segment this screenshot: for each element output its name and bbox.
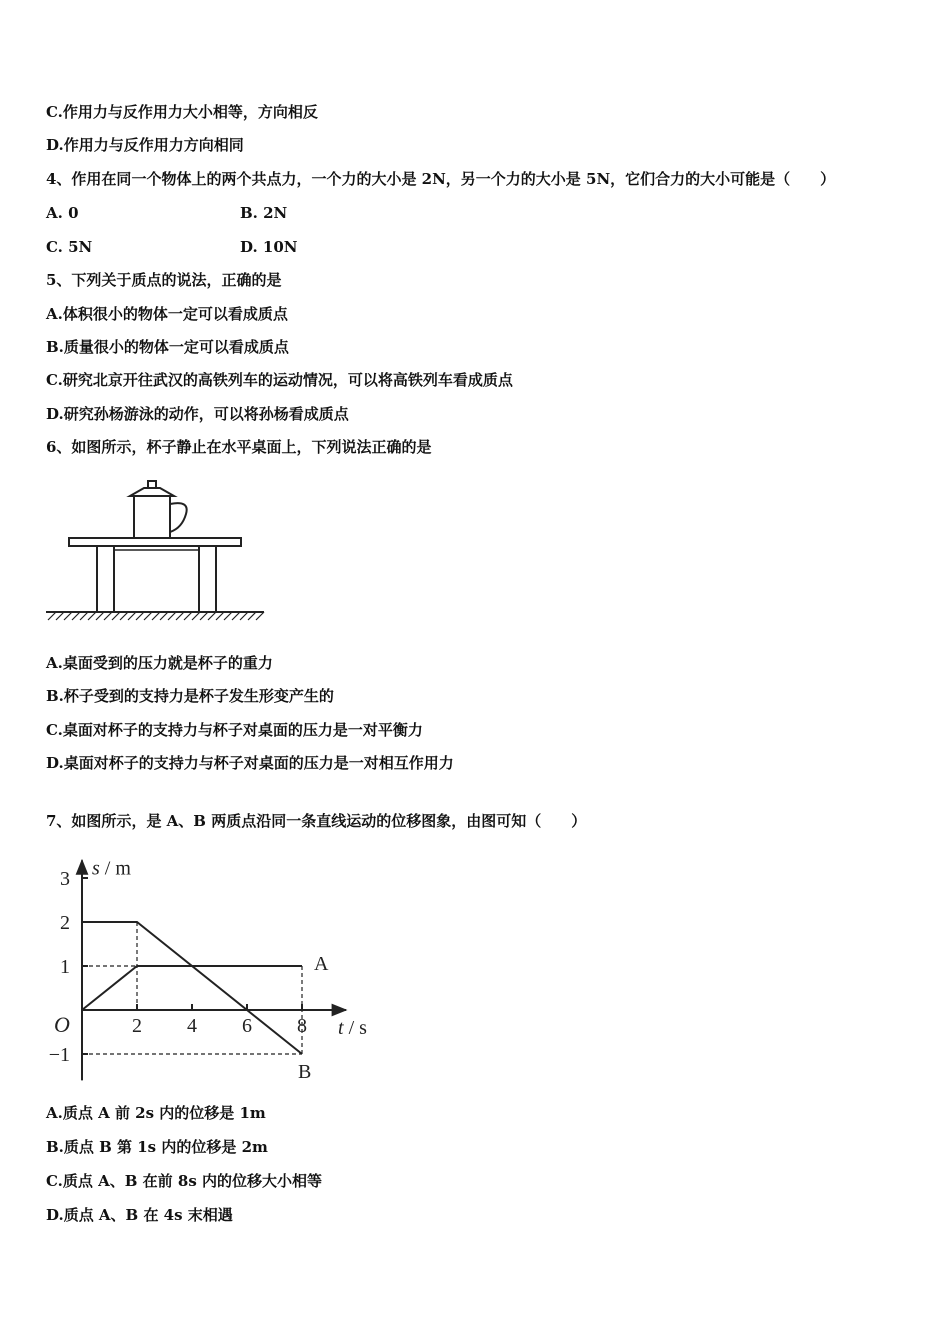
- q5-option-d: D.研究孙杨游泳的动作，可以将孙杨看成质点: [46, 405, 349, 423]
- q4-option-d: D. 10N: [240, 238, 298, 256]
- y-tick-label--1: −1: [48, 1044, 70, 1066]
- q4-option-b: B. 2N: [240, 204, 288, 222]
- q6-stem: 6、如图所示，杯子静止在水平桌面上，下列说法正确的是: [46, 438, 432, 456]
- x-tick-label-8: 8: [297, 1015, 307, 1037]
- q5-stem: 5、下列关于质点的说法，正确的是: [46, 271, 282, 289]
- table-leg-left: [97, 546, 114, 612]
- q7-stem: 7、如图所示，是 A、B 两质点沿同一条直线运动的位移图象，由图可知（ ）: [46, 812, 587, 830]
- q6-option-c: C.桌面对杯子的支持力与杯子对桌面的压力是一对平衡力: [46, 721, 423, 739]
- cup-handle: [170, 503, 187, 532]
- q7-option-d: D.质点 A、B 在 4s 末相遇: [46, 1206, 233, 1224]
- q6-option-d: D.桌面对杯子的支持力与杯子对桌面的压力是一对相互作用力: [46, 754, 454, 772]
- series-A-label: A: [314, 953, 329, 975]
- series-B-label: B: [298, 1061, 312, 1083]
- q5-option-a: A.体积很小的物体一定可以看成质点: [46, 305, 288, 323]
- q6-option-a: A.桌面受到的压力就是杯子的重力: [46, 654, 273, 672]
- table-top: [69, 538, 241, 546]
- ground-hatching: [48, 612, 264, 620]
- x-axis-label: t / s: [338, 1017, 367, 1039]
- table-leg-right: [199, 546, 216, 612]
- q3-option-d: D.作用力与反作用力方向相同: [46, 136, 244, 154]
- displacement-time-chart: [40, 838, 420, 1094]
- y-tick-label-2: 2: [60, 912, 70, 934]
- q5-option-b: B.质量很小的物体一定可以看成质点: [46, 338, 289, 356]
- cup-lid-knob: [148, 481, 156, 488]
- q4-options-row-1: [46, 203, 288, 223]
- x-tick-label-6: 6: [242, 1015, 252, 1037]
- cup-lid: [130, 488, 174, 496]
- x-tick-label-2: 2: [132, 1015, 142, 1037]
- series-A-line: [82, 966, 302, 1010]
- q7-option-c: C.质点 A、B 在前 8s 内的位移大小相等: [46, 1172, 322, 1190]
- x-tick-label-4: 4: [187, 1015, 197, 1037]
- cup-on-table-figure: [44, 478, 268, 624]
- q4-option-c: C. 5N: [46, 238, 93, 256]
- q4-option-a: A. 0: [46, 204, 79, 222]
- q7-option-a: A.质点 A 前 2s 内的位移是 1m: [46, 1104, 266, 1122]
- origin-label: O: [54, 1012, 70, 1037]
- y-axis-label: s / m: [92, 857, 131, 880]
- q6-option-b: B.杯子受到的支持力是杯子发生形变产生的: [46, 687, 334, 705]
- cup-body: [134, 496, 170, 538]
- y-tick-label-1: 1: [60, 956, 70, 978]
- q4-options-row-2: [46, 237, 298, 257]
- y-tick-label-3: 3: [60, 868, 70, 890]
- q3-option-c: C.作用力与反作用力大小相等，方向相反: [46, 103, 318, 121]
- q4-stem: 4、作用在同一个物体上的两个共点力，一个力的大小是 2N，另一个力的大小是 5N，它们合力的大小可能是（ ）: [46, 170, 836, 188]
- q5-option-c: C.研究北京开往武汉的高铁列车的运动情况，可以将高铁列车看成质点: [46, 371, 513, 389]
- q7-option-b: B.质点 B 第 1s 内的位移是 2m: [46, 1138, 268, 1156]
